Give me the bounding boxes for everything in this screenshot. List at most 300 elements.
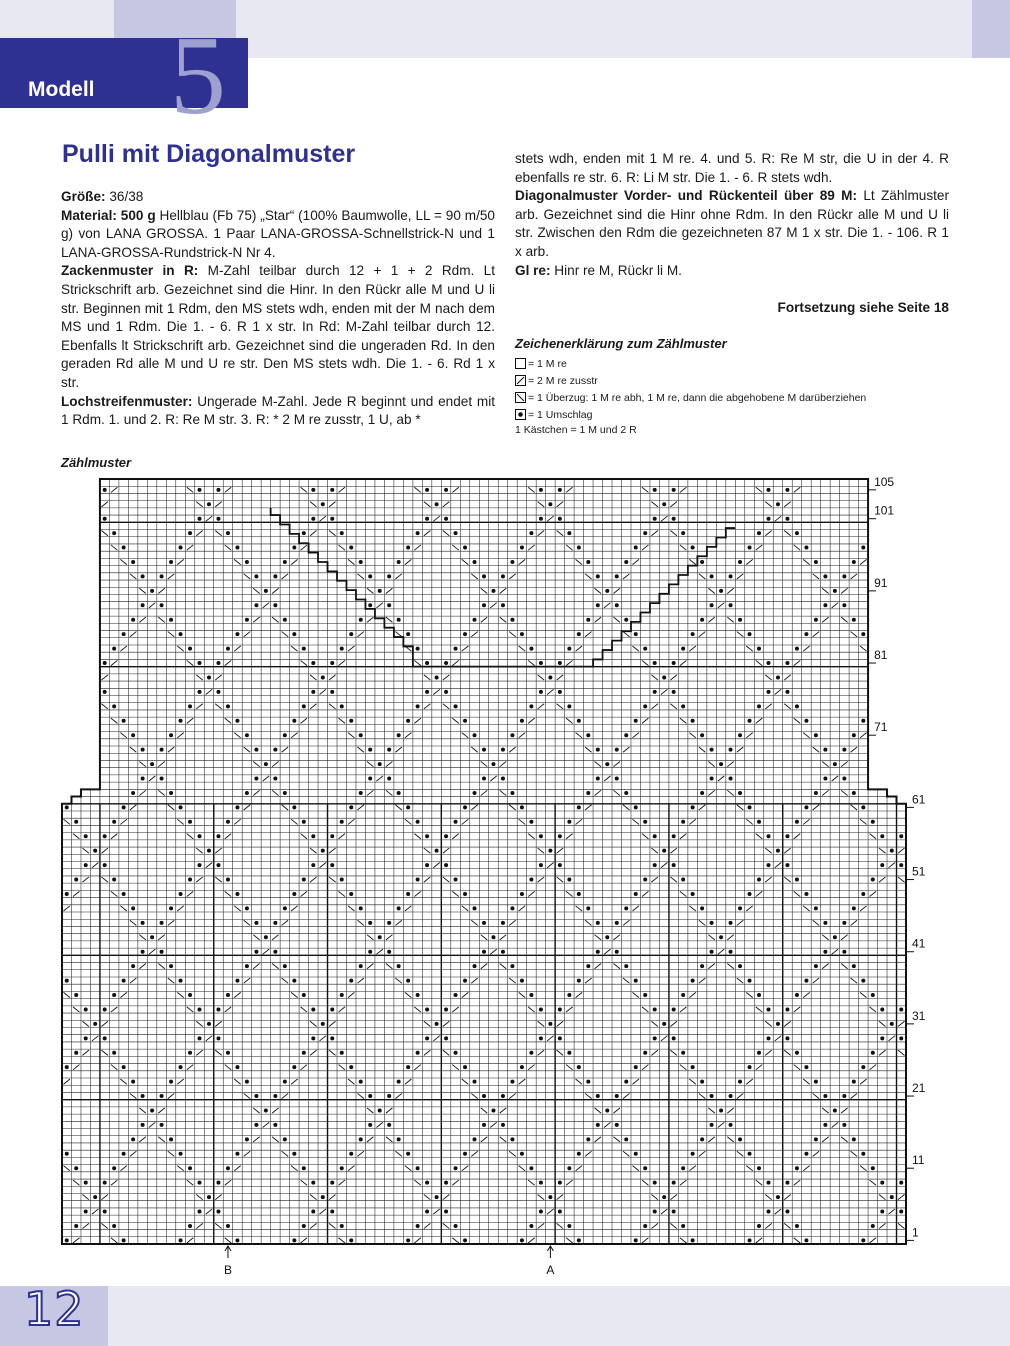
- k2tog-mark: [898, 1194, 904, 1199]
- skpo-mark: [784, 531, 790, 536]
- yarn-over-mark: [615, 603, 619, 607]
- yarn-over-mark: [785, 863, 789, 867]
- slash-left-icon: [515, 392, 526, 403]
- k2tog-mark: [225, 487, 231, 492]
- skpo-mark: [244, 747, 250, 752]
- yarn-over-mark: [634, 805, 638, 809]
- k2tog-mark: [528, 718, 534, 723]
- k2tog-mark: [832, 603, 838, 608]
- skpo-mark: [651, 675, 657, 680]
- k2tog-mark: [320, 863, 326, 868]
- skpo-mark: [670, 1223, 676, 1228]
- yarn-over-mark: [567, 993, 571, 997]
- yarn-over-mark: [273, 748, 277, 752]
- skpo-mark: [841, 617, 847, 622]
- yarn-over-mark: [823, 603, 827, 607]
- yarn-over-mark: [160, 1094, 164, 1098]
- k2tog-mark: [263, 1122, 269, 1127]
- k2tog-mark: [765, 531, 771, 536]
- yarn-over-mark: [273, 1123, 277, 1127]
- yarn-over-mark: [150, 935, 154, 939]
- skpo-mark: [727, 790, 733, 795]
- yarn-over-mark: [150, 762, 154, 766]
- yarn-over-mark: [823, 574, 827, 578]
- yarn-over-mark: [785, 690, 789, 694]
- yarn-over-mark: [283, 791, 287, 795]
- k2tog-mark: [557, 1021, 563, 1026]
- skpo-mark: [225, 545, 231, 550]
- yarn-over-mark: [245, 1137, 249, 1141]
- k2tog-mark: [234, 1166, 240, 1171]
- modell-label: Modell: [28, 78, 95, 101]
- yarn-over-mark: [804, 1238, 808, 1242]
- skpo-mark: [680, 891, 686, 896]
- skpo-mark: [82, 848, 88, 853]
- yarn-over-mark: [719, 1108, 723, 1112]
- skpo-mark: [841, 964, 847, 969]
- yarn-over-mark: [454, 704, 458, 708]
- skpo-mark: [813, 920, 819, 925]
- yarn-over-mark: [122, 805, 126, 809]
- k2tog-mark: [784, 848, 790, 853]
- yarn-over-mark: [596, 950, 600, 954]
- skpo-mark: [196, 675, 202, 680]
- skpo-mark: [462, 906, 468, 911]
- k2tog-mark: [832, 1122, 838, 1127]
- yarn-over-mark: [179, 1065, 183, 1069]
- k2tog-mark: [158, 935, 164, 940]
- yarn-over-mark: [254, 1123, 258, 1127]
- skpo-mark: [576, 559, 582, 564]
- yarn-over-mark: [397, 906, 401, 910]
- k2tog-mark: [832, 949, 838, 954]
- k2tog-mark: [595, 790, 601, 795]
- skpo-mark: [101, 531, 107, 536]
- yarn-over-mark: [235, 1065, 239, 1069]
- yarn-over-mark: [150, 1108, 154, 1112]
- k2tog-mark: [282, 747, 288, 752]
- skpo-mark: [822, 588, 828, 593]
- k2tog-mark: [405, 906, 411, 911]
- yarn-over-mark: [520, 1238, 524, 1242]
- yarn-over-mark: [558, 661, 562, 665]
- yarn-over-mark: [510, 733, 514, 737]
- k2tog-mark: [130, 978, 136, 983]
- skpo-mark: [689, 559, 695, 564]
- yarn-over-mark: [577, 632, 581, 636]
- yarn-over-mark: [710, 603, 714, 607]
- yarn-over-mark: [653, 834, 657, 838]
- k2tog-mark: [101, 675, 107, 680]
- skpo-mark: [699, 574, 705, 579]
- skpo-mark: [851, 978, 857, 983]
- skpo-mark: [528, 1007, 534, 1012]
- k2tog-mark: [462, 819, 468, 824]
- yarn-over-mark: [435, 502, 439, 506]
- yarn-over-mark: [719, 762, 723, 766]
- skpo-mark: [623, 1151, 629, 1156]
- yarn-over-mark: [624, 560, 628, 564]
- instructions-right-column: [515, 150, 949, 280]
- yarn-over-mark: [501, 748, 505, 752]
- yarn-over-mark: [84, 863, 88, 867]
- skpo-mark: [879, 848, 885, 853]
- k2tog-mark: [718, 1122, 724, 1127]
- skpo-mark: [414, 660, 420, 665]
- k2tog-mark: [585, 1151, 591, 1156]
- yarn-over-mark: [672, 834, 676, 838]
- yarn-over-mark: [359, 733, 363, 737]
- skpo-mark: [860, 819, 866, 824]
- yarn-over-mark: [577, 1238, 581, 1242]
- yarn-over-mark: [141, 777, 145, 781]
- skpo-mark: [139, 761, 145, 766]
- k2tog-mark: [386, 1108, 392, 1113]
- k2tog-mark: [414, 891, 420, 896]
- yarn-over-mark: [672, 1210, 676, 1214]
- k2tog-mark: [130, 805, 136, 810]
- skpo-mark: [557, 704, 563, 709]
- k2tog-mark: [756, 1238, 762, 1243]
- k2tog-mark: [822, 1137, 828, 1142]
- k2tog-mark: [130, 1151, 136, 1156]
- yarn-over-mark: [558, 488, 562, 492]
- yarn-over-mark: [131, 1080, 135, 1084]
- yarn-over-mark: [653, 1210, 657, 1214]
- skpo-mark: [386, 617, 392, 622]
- skpo-mark: [689, 733, 695, 738]
- skpo-mark: [82, 1021, 88, 1026]
- k2tog-mark: [651, 1223, 657, 1228]
- k2tog-mark: [538, 1223, 544, 1228]
- yarn-over-mark: [387, 921, 391, 925]
- skpo-mark: [538, 1021, 544, 1026]
- k2tog-mark: [386, 588, 392, 593]
- knitting-chart: [0, 470, 1010, 1282]
- yarn-over-mark: [482, 1123, 486, 1127]
- k2tog-mark: [443, 675, 449, 680]
- k2tog-mark: [206, 863, 212, 868]
- k2tog-mark: [519, 559, 525, 564]
- skpo-mark: [443, 531, 449, 536]
- yarn-over-mark: [368, 603, 372, 607]
- skpo-mark: [329, 531, 335, 536]
- yarn-over-mark: [861, 632, 865, 636]
- k2tog-mark: [784, 1021, 790, 1026]
- skpo-mark: [395, 978, 401, 983]
- k2tog-mark: [490, 1122, 496, 1127]
- top-band-accent-right: [972, 0, 1010, 58]
- yarn-over-mark: [586, 964, 590, 968]
- yarn-over-mark: [624, 733, 628, 737]
- yarn-over-mark: [691, 979, 695, 983]
- k2tog-mark: [889, 1036, 895, 1041]
- yarn-over-mark: [340, 820, 344, 824]
- yarn-over-mark: [340, 647, 344, 651]
- yarn-over-mark: [653, 1181, 657, 1185]
- skpo-mark: [576, 733, 582, 738]
- chart-title: Zählmuster: [61, 455, 132, 470]
- symbol-legend: [515, 336, 945, 436]
- skpo-mark: [111, 718, 117, 723]
- skpo-mark: [348, 1079, 354, 1084]
- k2tog-mark: [272, 761, 278, 766]
- yarn-over-mark: [548, 1195, 552, 1199]
- yarn-over-mark: [169, 1080, 173, 1084]
- yarn-over-mark: [804, 979, 808, 983]
- skpo-mark: [215, 877, 221, 882]
- skpo-mark: [111, 1065, 117, 1070]
- yarn-over-mark: [273, 603, 277, 607]
- yarn-over-mark: [141, 1094, 145, 1098]
- row-label: 41: [912, 936, 926, 951]
- yarn-over-mark: [425, 661, 429, 665]
- skpo-mark: [566, 545, 572, 550]
- yarn-over-mark: [729, 950, 733, 954]
- yarn-over-mark: [596, 1094, 600, 1098]
- k2tog-mark: [860, 1079, 866, 1084]
- yarn-over-mark: [425, 488, 429, 492]
- yarn-over-mark: [425, 517, 429, 521]
- k2tog-mark: [433, 863, 439, 868]
- yarn-over-mark: [653, 1036, 657, 1040]
- k2tog-mark: [651, 1050, 657, 1055]
- k2tog-mark: [538, 704, 544, 709]
- yarn-over-mark: [852, 733, 856, 737]
- yarn-over-mark: [558, 834, 562, 838]
- skpo-mark: [851, 1151, 857, 1156]
- k2tog-mark: [329, 1194, 335, 1199]
- yarn-over-mark: [359, 1080, 363, 1084]
- skpo-mark: [727, 617, 733, 622]
- yarn-over-mark: [245, 791, 249, 795]
- yarn-over-mark: [776, 1022, 780, 1026]
- yarn-over-mark: [757, 1224, 761, 1228]
- k2tog-mark: [832, 776, 838, 781]
- yarn-over-mark: [871, 820, 875, 824]
- yarn-over-mark: [216, 517, 220, 521]
- k2tog-mark: [310, 1223, 316, 1228]
- skpo-mark: [101, 877, 107, 882]
- yarn-over-mark: [169, 733, 173, 737]
- skpo-mark: [632, 1166, 638, 1171]
- yarn-over-mark: [188, 993, 192, 997]
- k2tog-mark: [433, 1036, 439, 1041]
- yarn-over-mark: [311, 834, 315, 838]
- skpo-mark: [272, 1137, 278, 1142]
- skpo-mark: [196, 502, 202, 507]
- yarn-over-mark: [520, 1065, 524, 1069]
- k2tog-mark: [708, 790, 714, 795]
- skpo-mark: [623, 805, 629, 810]
- yarn-over-mark: [842, 748, 846, 752]
- row-label: 71: [874, 720, 888, 735]
- k2tog-mark: [708, 964, 714, 969]
- k2tog-mark: [414, 545, 420, 550]
- modell-number: 5: [170, 14, 226, 138]
- yarn-over-mark: [349, 892, 353, 896]
- skpo-mark: [158, 1137, 164, 1142]
- k2tog-mark: [794, 1180, 800, 1185]
- skpo-mark: [528, 660, 534, 665]
- yarn-over-mark: [302, 1224, 306, 1228]
- yarn-over-mark: [416, 531, 420, 535]
- k2tog-mark: [547, 1209, 553, 1214]
- skpo-mark: [642, 660, 648, 665]
- k2tog-mark: [756, 891, 762, 896]
- skpo-mark: [737, 1151, 743, 1156]
- k2tog-mark: [301, 1238, 307, 1243]
- skpo-mark: [642, 1180, 648, 1185]
- yarn-over-mark: [852, 964, 856, 968]
- yarn-over-mark: [169, 560, 173, 564]
- skpo-mark: [585, 920, 591, 925]
- k2tog-mark: [357, 805, 363, 810]
- yarn-over-mark: [899, 834, 903, 838]
- skpo-mark: [557, 1223, 563, 1228]
- k2tog-mark: [310, 1050, 316, 1055]
- yarn-over-mark: [473, 733, 477, 737]
- yarn-over-mark: [302, 704, 306, 708]
- skpo-mark: [424, 1194, 430, 1199]
- k2tog-mark: [92, 1209, 98, 1214]
- skpo-mark: [614, 1137, 620, 1142]
- k2tog-mark: [528, 891, 534, 896]
- yarn-over-mark: [785, 1210, 789, 1214]
- skpo-mark: [339, 545, 345, 550]
- yarn-over-mark: [292, 979, 296, 983]
- yarn-over-mark: [463, 1238, 467, 1242]
- yarn-over-mark: [804, 719, 808, 723]
- yarn-over-mark: [292, 892, 296, 896]
- yarn-over-mark: [416, 993, 420, 997]
- yarn-over-mark: [615, 921, 619, 925]
- continuation-note: Fortsetzung siehe Seite 18: [777, 300, 949, 315]
- k2tog-mark: [737, 1093, 743, 1098]
- yarn-over-mark: [710, 921, 714, 925]
- skpo-mark: [130, 1093, 136, 1098]
- k2tog-mark: [348, 819, 354, 824]
- skpo-mark: [310, 848, 316, 853]
- k2tog-mark: [775, 863, 781, 868]
- yarn-over-mark: [330, 690, 334, 694]
- k2tog-mark: [614, 1108, 620, 1113]
- skpo-mark: [111, 1238, 117, 1243]
- yarn-over-mark: [823, 777, 827, 781]
- yarn-over-mark: [605, 1108, 609, 1112]
- skpo-mark: [585, 574, 591, 579]
- yarn-over-mark: [425, 1007, 429, 1011]
- k2tog-mark: [651, 704, 657, 709]
- legend-item: = 1 Umschlag: [515, 406, 945, 423]
- yarn-over-mark: [833, 589, 837, 593]
- k2tog-mark: [727, 935, 733, 940]
- skpo-mark: [357, 1093, 363, 1098]
- skpo-mark: [64, 819, 70, 824]
- skpo-mark: [73, 1007, 79, 1012]
- yarn-over-mark: [510, 791, 514, 795]
- yarn-over-mark: [501, 574, 505, 578]
- yarn-over-mark: [141, 574, 145, 578]
- skpo-mark: [870, 1007, 876, 1012]
- yarn-over-mark: [207, 849, 211, 853]
- yarn-over-mark: [254, 1094, 258, 1098]
- skpo-mark: [215, 1223, 221, 1228]
- k2tog-mark: [519, 906, 525, 911]
- yarn-over-mark: [387, 748, 391, 752]
- yarn-over-mark: [254, 921, 258, 925]
- k2tog-mark: [642, 545, 648, 550]
- yarn-over-mark: [444, 834, 448, 838]
- k2tog-mark: [405, 733, 411, 738]
- yarn-over-mark: [292, 719, 296, 723]
- yarn-over-mark: [188, 704, 192, 708]
- yarn-over-mark: [330, 863, 334, 867]
- skpo-mark: [670, 877, 676, 882]
- skpo-mark: [699, 920, 705, 925]
- yarn-over-mark: [833, 935, 837, 939]
- k2tog-mark: [500, 761, 506, 766]
- page-title: Pulli mit Diagonalmuster: [62, 140, 356, 168]
- k2tog-mark: [860, 733, 866, 738]
- yarn-over-mark: [226, 993, 230, 997]
- k2tog-mark: [206, 689, 212, 694]
- yarn-over-mark: [226, 1051, 230, 1055]
- yarn-over-mark: [757, 878, 761, 882]
- yarn-over-mark: [510, 964, 514, 968]
- k2tog-mark: [244, 805, 250, 810]
- k2tog-mark: [813, 805, 819, 810]
- k2tog-mark: [424, 1223, 430, 1228]
- yarn-over-mark: [406, 1152, 410, 1156]
- k2tog-mark: [860, 559, 866, 564]
- skpo-mark: [301, 487, 307, 492]
- skpo-mark: [756, 1180, 762, 1185]
- yarn-over-mark: [804, 1152, 808, 1156]
- yarn-over-mark: [662, 1022, 666, 1026]
- yarn-over-mark: [179, 892, 183, 896]
- k2tog-mark: [234, 646, 240, 651]
- k2tog-mark: [651, 877, 657, 882]
- k2tog-mark: [632, 906, 638, 911]
- yarn-over-mark: [378, 762, 382, 766]
- k2tog-mark: [282, 574, 288, 579]
- yarn-over-mark: [539, 690, 543, 694]
- dot-icon: [515, 409, 526, 420]
- yarn-over-mark: [586, 906, 590, 910]
- k2tog-mark: [500, 935, 506, 940]
- yarn-over-mark: [406, 1238, 410, 1242]
- yarn-over-mark: [425, 863, 429, 867]
- yarn-over-mark: [795, 1166, 799, 1170]
- k2tog-mark: [206, 1209, 212, 1214]
- k2tog-mark: [339, 834, 345, 839]
- k2tog-mark: [395, 747, 401, 752]
- skpo-mark: [139, 588, 145, 593]
- yarn-over-mark: [634, 719, 638, 723]
- yarn-over-mark: [188, 531, 192, 535]
- skpo-mark: [348, 906, 354, 911]
- yarn-over-mark: [501, 921, 505, 925]
- k2tog-mark: [120, 1166, 126, 1171]
- row-label: 61: [912, 792, 926, 807]
- k2tog-mark: [139, 964, 145, 969]
- yarn-over-mark: [748, 1065, 752, 1069]
- yarn-over-mark: [93, 849, 97, 853]
- skpo-mark: [538, 1194, 544, 1199]
- yarn-over-mark: [662, 502, 666, 506]
- k2tog-mark: [509, 747, 515, 752]
